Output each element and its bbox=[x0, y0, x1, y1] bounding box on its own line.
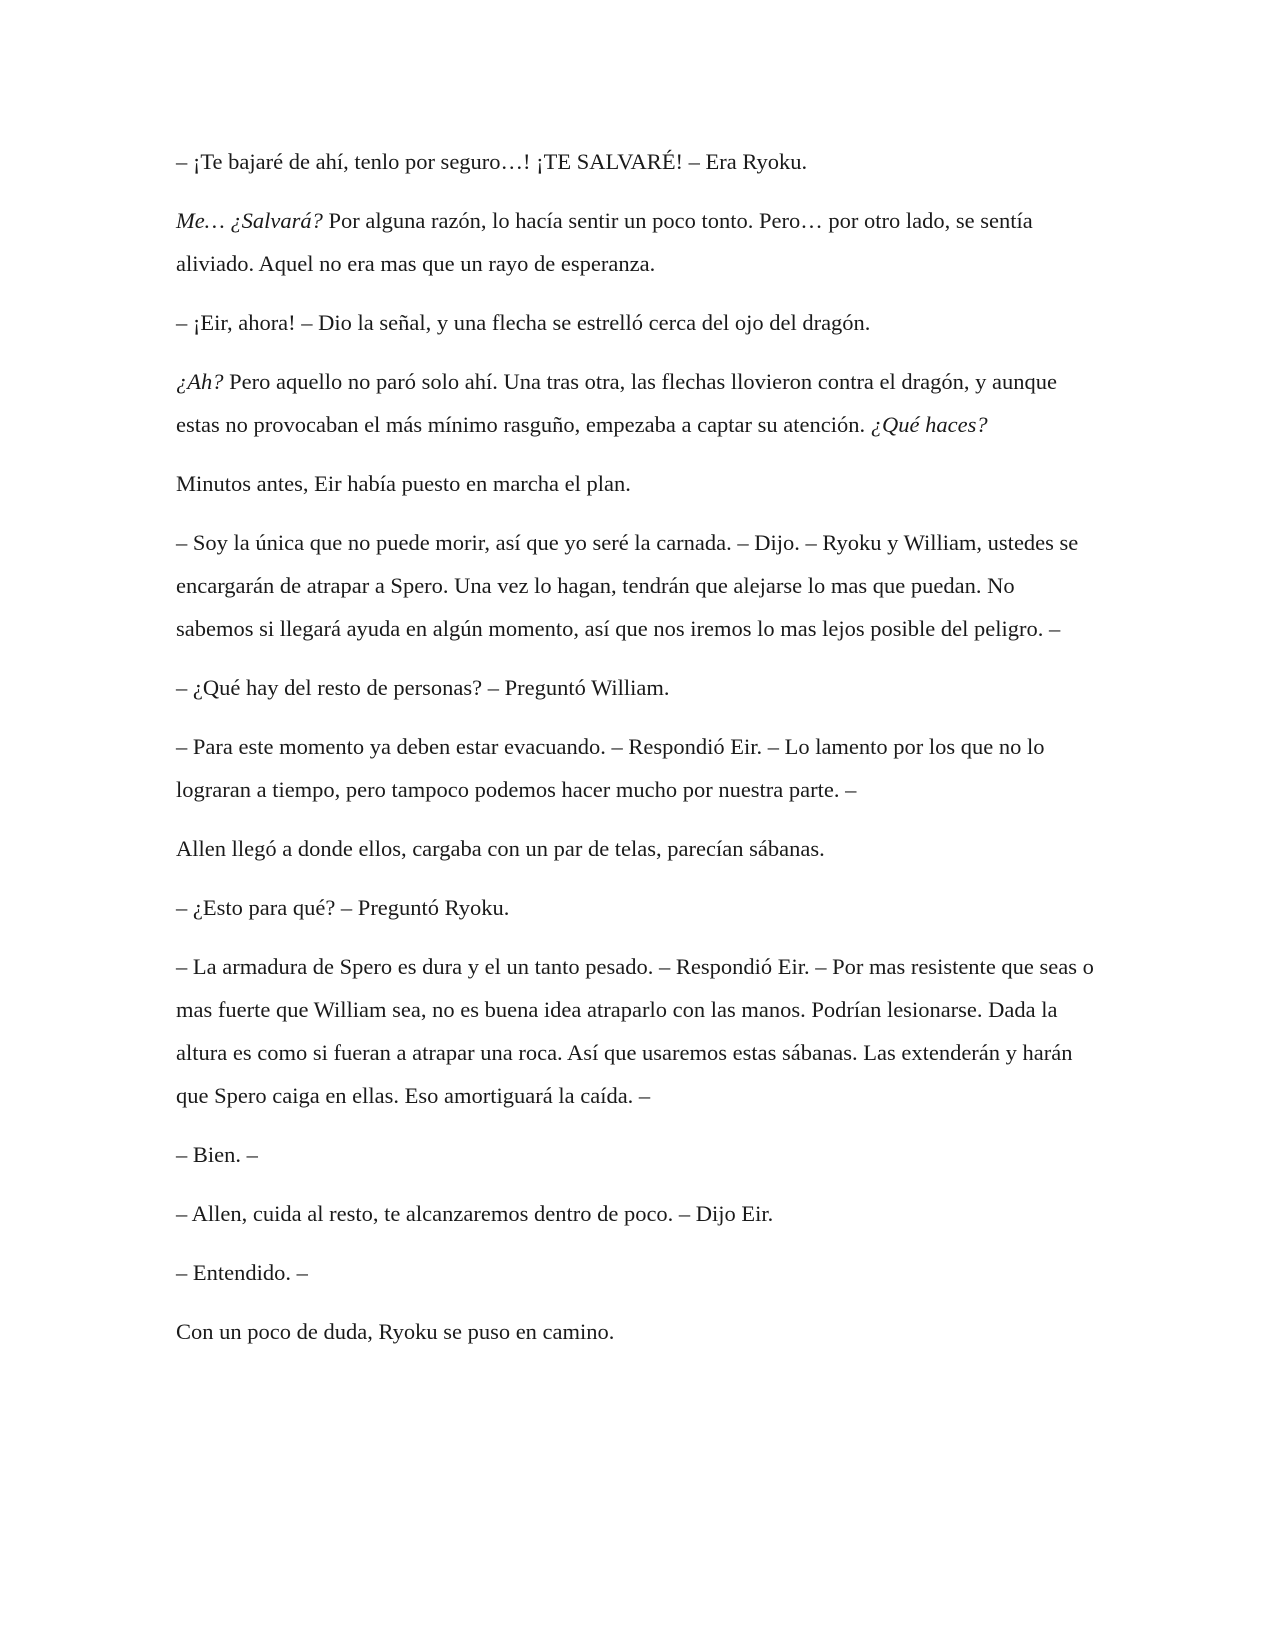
paragraph bbox=[176, 1192, 1095, 1235]
paragraph bbox=[176, 827, 1095, 870]
italic-text-run: Me… ¿Salvará? bbox=[176, 208, 323, 233]
text-run: – Entendido. – bbox=[176, 1260, 308, 1285]
body-text bbox=[176, 140, 1095, 1353]
text-run: – Para este momento ya deben estar evacuando. – Respondió Eir. – Lo lamento por los que no lo lograran a tiempo, pero tampoco podemos hacer mucho por nuestra parte. – bbox=[176, 734, 1045, 802]
text-run: Pero aquello no paró solo ahí. Una tras otra, las flechas llovieron contra el dragón, y aunque estas no provocaban el más mínimo rasguño, empezaba a captar su atención. bbox=[176, 369, 1057, 437]
paragraph bbox=[176, 140, 1095, 183]
text-run: – Soy la única que no puede morir, así que yo seré la carnada. – Dijo. – Ryoku y William, ustedes se encargarán de atrapar a Spero. Una vez lo hagan, tendrán que alejarse lo mas que puedan. No sabemos si llegará ayuda en algún momento, así que nos iremos lo mas lejos posible del peligro. – bbox=[176, 530, 1079, 641]
italic-text-run: ¿Qué haces? bbox=[870, 412, 988, 437]
paragraph bbox=[176, 1251, 1095, 1294]
text-run: – ¿Esto para qué? – Preguntó Ryoku. bbox=[176, 895, 510, 920]
paragraph bbox=[176, 301, 1095, 344]
text-run: Por alguna razón, lo hacía sentir un poco tonto. Pero… por otro lado, se sentía aliviado. Aquel no era mas que un rayo de esperanza. bbox=[176, 208, 1033, 276]
text-run: – ¡Eir, ahora! – Dio la señal, y una flecha se estrelló cerca del ojo del dragón. bbox=[176, 310, 871, 335]
text-run: – ¿Qué hay del resto de personas? – Preguntó William. bbox=[176, 675, 670, 700]
text-run: Allen llegó a donde ellos, cargaba con un par de telas, parecían sábanas. bbox=[176, 836, 825, 861]
paragraph bbox=[176, 666, 1095, 709]
text-run: – ¡Te bajaré de ahí, tenlo por seguro…! ¡TE SALVARÉ! – Era Ryoku. bbox=[176, 149, 808, 174]
text-run: – La armadura de Spero es dura y el un tanto pesado. – Respondió Eir. – Por mas resistente que seas o mas fuerte que William sea, no es buena idea atraparlo con las manos. Podrían lesionarse. Dada la altura es como si fueran a atrapar una roca. Así que usaremos estas sábanas. Las extenderán y harán que Spero caiga en ellas. Eso amortiguará la caída. – bbox=[176, 954, 1094, 1108]
paragraph bbox=[176, 1310, 1095, 1353]
text-run: – Bien. – bbox=[176, 1142, 258, 1167]
paragraph bbox=[176, 886, 1095, 929]
paragraph bbox=[176, 462, 1095, 505]
paragraph bbox=[176, 945, 1095, 1117]
text-run: – Allen, cuida al resto, te alcanzaremos dentro de poco. – Dijo Eir. bbox=[176, 1201, 774, 1226]
text-run: Minutos antes, Eir había puesto en marcha el plan. bbox=[176, 471, 631, 496]
paragraph bbox=[176, 725, 1095, 811]
italic-text-run: ¿Ah? bbox=[176, 369, 224, 394]
paragraph bbox=[176, 199, 1095, 285]
text-run: Con un poco de duda, Ryoku se puso en camino. bbox=[176, 1319, 615, 1344]
paragraph bbox=[176, 360, 1095, 446]
paragraph bbox=[176, 521, 1095, 650]
paragraph bbox=[176, 1133, 1095, 1176]
